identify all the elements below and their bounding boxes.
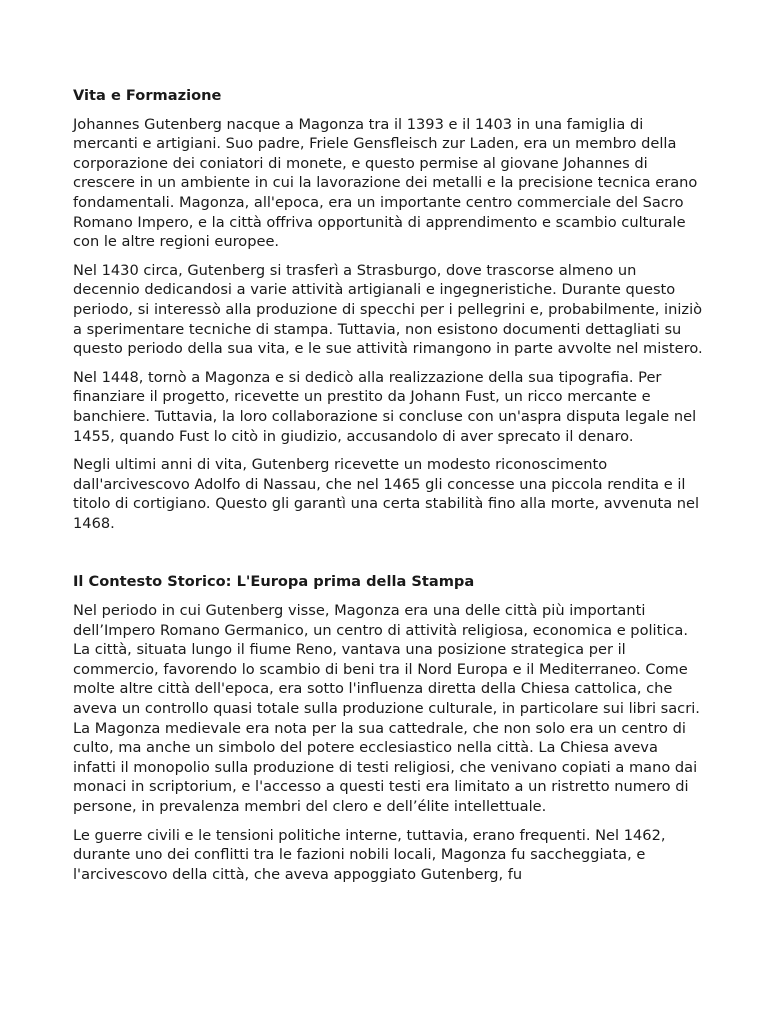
section-vita-e-formazione: [73, 86, 703, 533]
document-page: [73, 86, 703, 893]
paragraph: Nel 1430 circa, Gutenberg si trasferì a Strasburgo, dove trascorse almeno un decennio dedicandosi a varie attività artigianali e ingegneristiche. Durante questo periodo, si interessò alla produzione di specchi per i pellegrini e, probabilmente, iniziò a sperimentare tecniche di stampa. Tuttavia, non esistono documenti dettagliati su questo periodo della sua vita, e le sue attività rimangono in parte avvolte nel mistero.: [73, 261, 703, 358]
section-contesto-storico: [73, 572, 703, 884]
section-heading: Il Contesto Storico: L'Europa prima della Stampa: [73, 573, 475, 591]
section-spacer: [73, 542, 703, 572]
paragraph: Nel 1448, tornò a Magonza e si dedicò alla realizzazione della sua tipografia. Per finanziare il progetto, ricevette un prestito da Johann Fust, un ricco mercante e banchiere. Tuttavia, la loro collaborazione si concluse con un'aspra disputa legale nel 1455, quando Fust lo citò in giudizio, accusandolo di aver sprecato il denaro.: [73, 368, 697, 445]
paragraph: Negli ultimi anni di vita, Gutenberg ricevette un modesto riconoscimento dall'arcivescovo Adolfo di Nassau, che nel 1465 gli concesse una piccola rendita e il titolo di cortigiano. Questo gli garantì una certa stabilità fino alla morte, avvenuta nel 1468.: [73, 456, 700, 532]
section-heading: Vita e Formazione: [73, 87, 222, 104]
paragraph: Johannes Gutenberg nacque a Magonza tra il 1393 e il 1403 in una famiglia di mercanti e artigiani. Suo padre, Friele Gensfleisch zur Laden, era un membro della corporazione dei coniatori di monete, e questo permise al giovane Johannes di crescere in un ambiente in cui la lavorazione dei metalli e la precisione tecnica erano fondamentali. Magonza, all'epoca, era un importante centro commerciale del Sacro Romano Impero, e la città offriva opportunità di apprendimento e scambio culturale con le altre regioni europee.: [73, 115, 698, 251]
paragraph: Le guerre civili e le tensioni politiche interne, tuttavia, erano frequenti. Nel 1462, durante uno dei conflitti tra le fazioni nobili locali, Magonza fu saccheggiata, e l'arcivescovo della città, che aveva appoggiato Gutenberg, fu: [73, 826, 666, 883]
paragraph: Nel periodo in cui Gutenberg visse, Magonza era una delle città più importanti dell’Impero Romano Germanico, un centro di attività religiosa, economica e politica. La città, situata lungo il fiume Reno, vantava una posizione strategica per il commercio, favorendo lo scambio di beni tra il Nord Europa e il Mediterraneo. Come molte altre città dell'epoca, era sotto l'influenza diretta della Chiesa cattolica, che aveva un controllo quasi totale sulla produzione culturale, in particolare sui libri sacri. La Magonza medievale era nota per la sua cattedrale, che non solo era un centro di culto, ma anche un simbolo del potere ecclesiastico nella città. La Chiesa aveva infatti il monopolio sulla produzione di testi religiosi, che venivano copiati a mano dai monaci in scriptorium, e l'accesso a questi testi era limitato a un ristretto numero di persone, in prevalenza membri del clero e dell’élite intellettuale.: [73, 602, 700, 815]
